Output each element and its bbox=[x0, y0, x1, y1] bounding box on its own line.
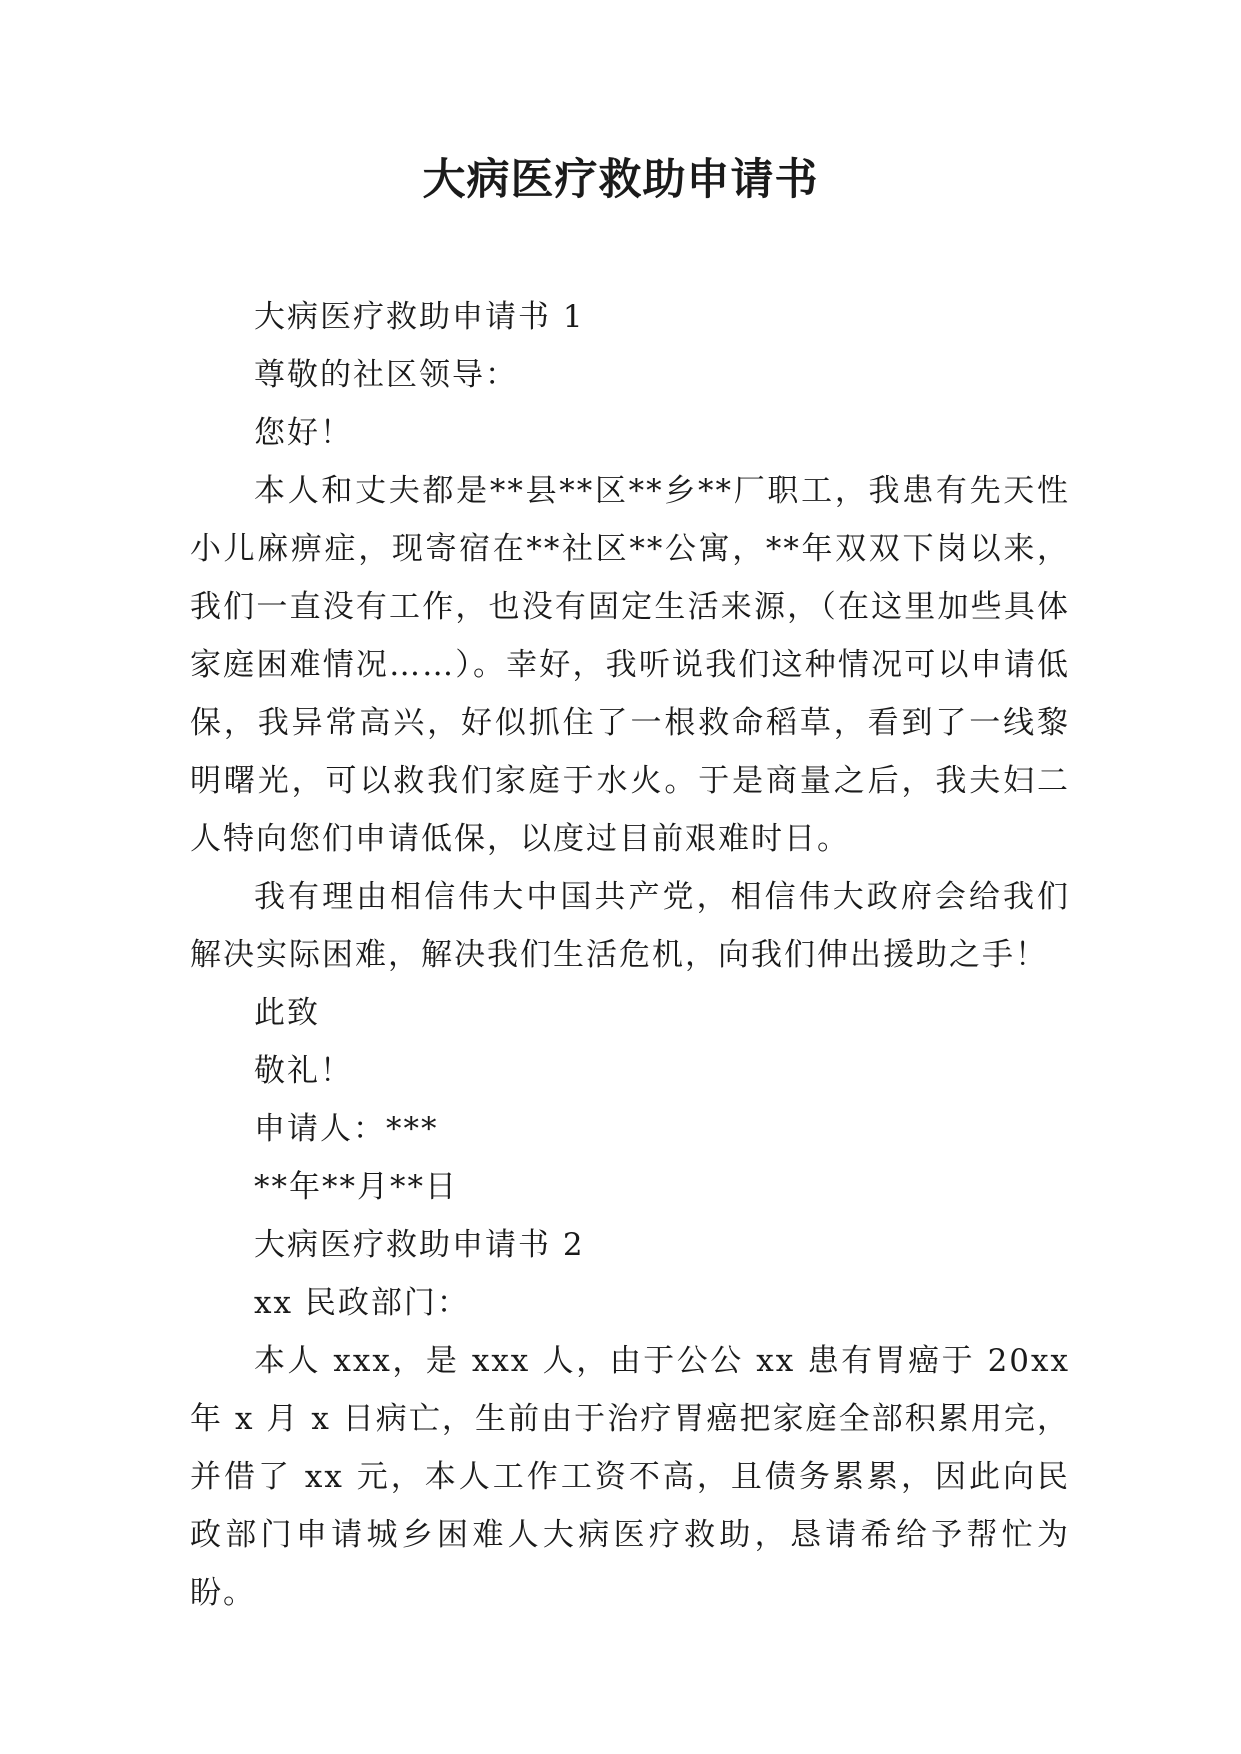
letter1-applicant: 申请人：*** bbox=[254, 1111, 439, 1147]
letter1-closing-2: 敬礼！ bbox=[254, 1053, 353, 1089]
letter1-date: **年**月**日 bbox=[254, 1169, 458, 1205]
letter1-greeting: 您好！ bbox=[254, 415, 353, 451]
letter2-paragraph-1: 本人 xxx，是 xxx 人，由于公公 xx 患有胃癌于 20xx 年 x 月 x 日病亡，生前由于治疗胃癌把家庭全部积累用完，并借了 xx 元，本人工作工资不高，且债务累累，因此向民政部门申请城乡困难人大病医疗救助，恳请希给予帮忙为盼。 bbox=[190, 1343, 1070, 1611]
document-body bbox=[190, 288, 1070, 1622]
letter1-paragraph-1: 本人和丈夫都是**县**区**乡**厂职工，我患有先天性小儿麻痹症，现寄宿在**社区**公寓，**年双双下岗以来，我们一直没有工作，也没有固定生活来源，（在这里加些具体家庭困难情况……）。幸好，我听说我们这种情况可以申请低保，我异常高兴，好似抓住了一根救命稻草，看到了一线黎明曙光，可以救我们家庭于水火。于是商量之后，我夫妇二人特向您们申请低保，以度过目前艰难时日。 bbox=[190, 473, 1070, 857]
letter1-heading: 大病医疗救助申请书 1 bbox=[254, 299, 585, 335]
letter2-salutation: xx 民政部门： bbox=[254, 1285, 470, 1321]
letter2-heading: 大病医疗救助申请书 2 bbox=[254, 1227, 585, 1263]
letter1-closing-1: 此致 bbox=[254, 995, 320, 1031]
letter1-paragraph-2: 我有理由相信伟大中国共产党，相信伟大政府会给我们解决实际困难，解决我们生活危机，向我们伸出援助之手！ bbox=[190, 879, 1070, 973]
document-title: 大病医疗救助申请书 bbox=[422, 155, 819, 205]
letter1-salutation: 尊敬的社区领导： bbox=[254, 357, 518, 393]
